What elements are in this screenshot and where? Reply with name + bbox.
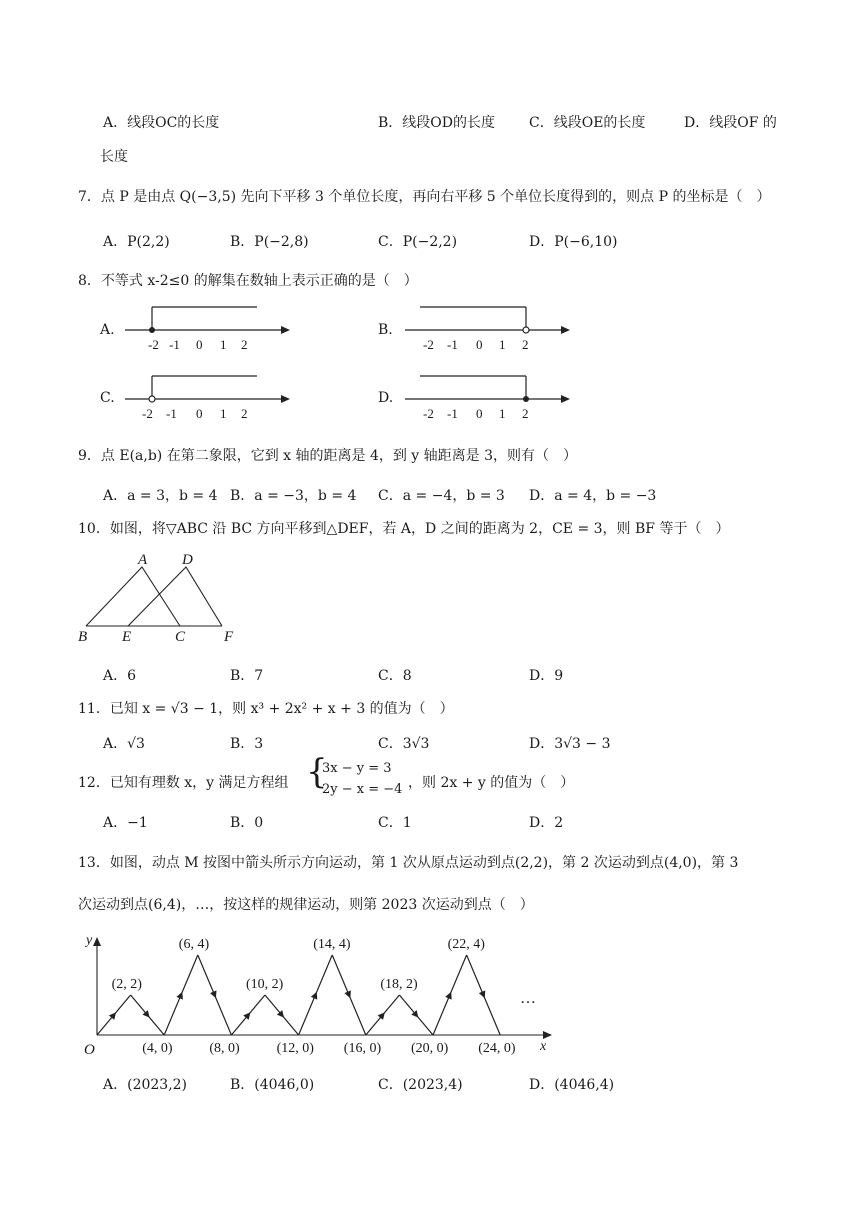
ellipsis: … — [520, 990, 536, 1007]
bottom-label: (4, 0) — [142, 1041, 173, 1056]
q10-translation-figure — [72, 550, 252, 645]
tick-label: 2 — [241, 406, 248, 421]
q11-option-c: C．3√3 — [378, 736, 430, 752]
q8-stem: 8．不等式 x-2≤0 的解集在数轴上表示正确的是（ ） — [78, 273, 418, 289]
q8-option-d-label: D. — [378, 390, 394, 406]
tick-label: 0 — [476, 406, 483, 421]
peak-label: (14, 4) — [313, 937, 351, 952]
q10-option-c: C．8 — [378, 668, 412, 684]
q12-brace: { — [306, 752, 328, 792]
axis-y-label: y — [86, 933, 93, 948]
q9-option-d: D．a = 4，b = −3 — [529, 488, 657, 504]
q9-option-a: A．a = 3，b = 4 — [103, 488, 218, 504]
q9-option-b: B．a = −3，b = 4 — [230, 488, 357, 504]
tick-label: 1 — [499, 406, 506, 421]
q13-stem-line2: 次运动到点(6,4)，…，按这样的规律运动，则第 2023 次运动到点（ ） — [78, 897, 534, 913]
q11-option-b: B．3 — [230, 736, 264, 752]
tick-label: -1 — [447, 406, 458, 421]
tick-label: -1 — [447, 337, 458, 352]
tick-label: 1 — [220, 406, 227, 421]
q13-option-c: C．(2023,4) — [378, 1077, 463, 1093]
q8-number-line-a — [120, 300, 300, 352]
tick-label: -1 — [166, 406, 177, 421]
q12-equation-1: 3x − y = 3 — [322, 761, 392, 776]
label-a: A — [138, 552, 148, 568]
peak-label: (10, 2) — [246, 977, 284, 992]
tick-label: 0 — [196, 406, 203, 421]
q8-option-a-label: A. — [100, 322, 115, 338]
q13-option-d: D．(4046,4) — [529, 1077, 615, 1093]
tick-label: 2 — [241, 337, 248, 352]
label-e: E — [122, 629, 132, 645]
q8-option-c-label: C. — [100, 390, 115, 406]
q12-equation-2: 2y − x = −4 — [322, 782, 403, 797]
q8-option-b-label: B. — [378, 322, 393, 338]
q7-option-a: A．P(2,2) — [103, 234, 170, 250]
q8-number-line-c — [120, 369, 300, 421]
q11-option-a: A．√3 — [103, 736, 145, 752]
tick-label: 1 — [220, 337, 227, 352]
q10-option-a: A．6 — [103, 668, 137, 684]
tick-label: 0 — [476, 337, 483, 352]
q6-option-d-continuation: 长度 — [100, 149, 128, 165]
q7-option-d: D．P(−6,10) — [529, 234, 618, 250]
origin-label: O — [84, 1042, 95, 1058]
tick-label: 1 — [499, 337, 506, 352]
q11-option-d: D．3√3 − 3 — [529, 736, 611, 752]
tick-label: 0 — [196, 337, 203, 352]
q6-option-d: D．线段OF 的 — [684, 115, 777, 131]
q7-option-c: C．P(−2,2) — [378, 234, 458, 250]
q9-option-c: C．a = −4，b = 3 — [378, 488, 505, 504]
peak-label: (22, 4) — [447, 937, 485, 952]
q8-number-line-d — [400, 369, 580, 421]
label-d: D — [182, 552, 193, 568]
q7-option-b: B．P(−2,8) — [230, 234, 309, 250]
label-f: F — [224, 629, 234, 645]
tick-label: 2 — [522, 406, 529, 421]
q10-stem: 10．如图，将▽ABC 沿 BC 方向平移到△DEF，若 A，D 之间的距离为 2，CE = 3，则 BF 等于（ ） — [78, 521, 730, 537]
peak-label: (18, 2) — [380, 977, 418, 992]
tick-label: -2 — [142, 406, 153, 421]
bottom-label: (8, 0) — [209, 1041, 240, 1056]
q13-option-a: A．(2023,2) — [103, 1077, 188, 1093]
q10-option-d: D．9 — [529, 668, 564, 684]
q11-stem: 11．已知 x = √3 − 1，则 x³ + 2x² + x + 3 的值为（ ） — [78, 701, 454, 717]
q6-option-b: B．线段OD的长度 — [378, 115, 495, 131]
q12-option-d: D．2 — [529, 815, 564, 831]
bottom-label: (20, 0) — [411, 1041, 449, 1056]
q6-option-c: C．线段OE的长度 — [529, 115, 646, 131]
q12-option-b: B．0 — [230, 815, 264, 831]
peak-label: (6, 4) — [178, 937, 210, 952]
tick-label: -2 — [423, 337, 434, 352]
bottom-label: (12, 0) — [276, 1041, 314, 1056]
q13-option-b: B．(4046,0) — [230, 1077, 315, 1093]
q13-stem-line1: 13．如图，动点 M 按图中箭头所示方向运动，第 1 次从原点运动到点(2,2)，第 2 次运动到点(4,0)，第 3 — [78, 855, 739, 871]
q13-path-figure — [72, 925, 562, 1060]
q7-stem: 7．点 P 是由点 Q(−3,5) 先向下平移 3 个单位长度，再向右平移 5 个单位长度得到的，则点 P 的坐标是（ ） — [78, 189, 771, 205]
q12-stem-pre: 12．已知有理数 x，y 满足方程组 — [78, 775, 289, 791]
zigzag-path — [97, 955, 500, 1035]
q6-option-a: A．线段OC的长度 — [103, 115, 220, 131]
q10-option-b: B．7 — [230, 668, 264, 684]
label-c: C — [175, 629, 186, 645]
q12-option-c: C．1 — [378, 815, 412, 831]
q12-stem-post: ，则 2x + y 的值为（ ） — [408, 775, 575, 791]
q9-stem: 9．点 E(a,b) 在第二象限，它到 x 轴的距离是 4，到 y 轴距离是 3，则有（ ） — [78, 448, 578, 464]
tick-label: -2 — [148, 337, 159, 352]
tick-label: -2 — [423, 406, 434, 421]
axis-x-label: x — [540, 1039, 547, 1054]
q12-option-a: A．−1 — [103, 815, 148, 831]
label-b: B — [78, 629, 88, 645]
peak-label: (2, 2) — [111, 977, 142, 992]
bottom-label: (24, 0) — [478, 1041, 516, 1056]
tick-label: 2 — [522, 337, 529, 352]
bottom-label: (16, 0) — [343, 1041, 382, 1056]
q8-number-line-b — [400, 300, 580, 352]
tick-label: -1 — [169, 337, 180, 352]
